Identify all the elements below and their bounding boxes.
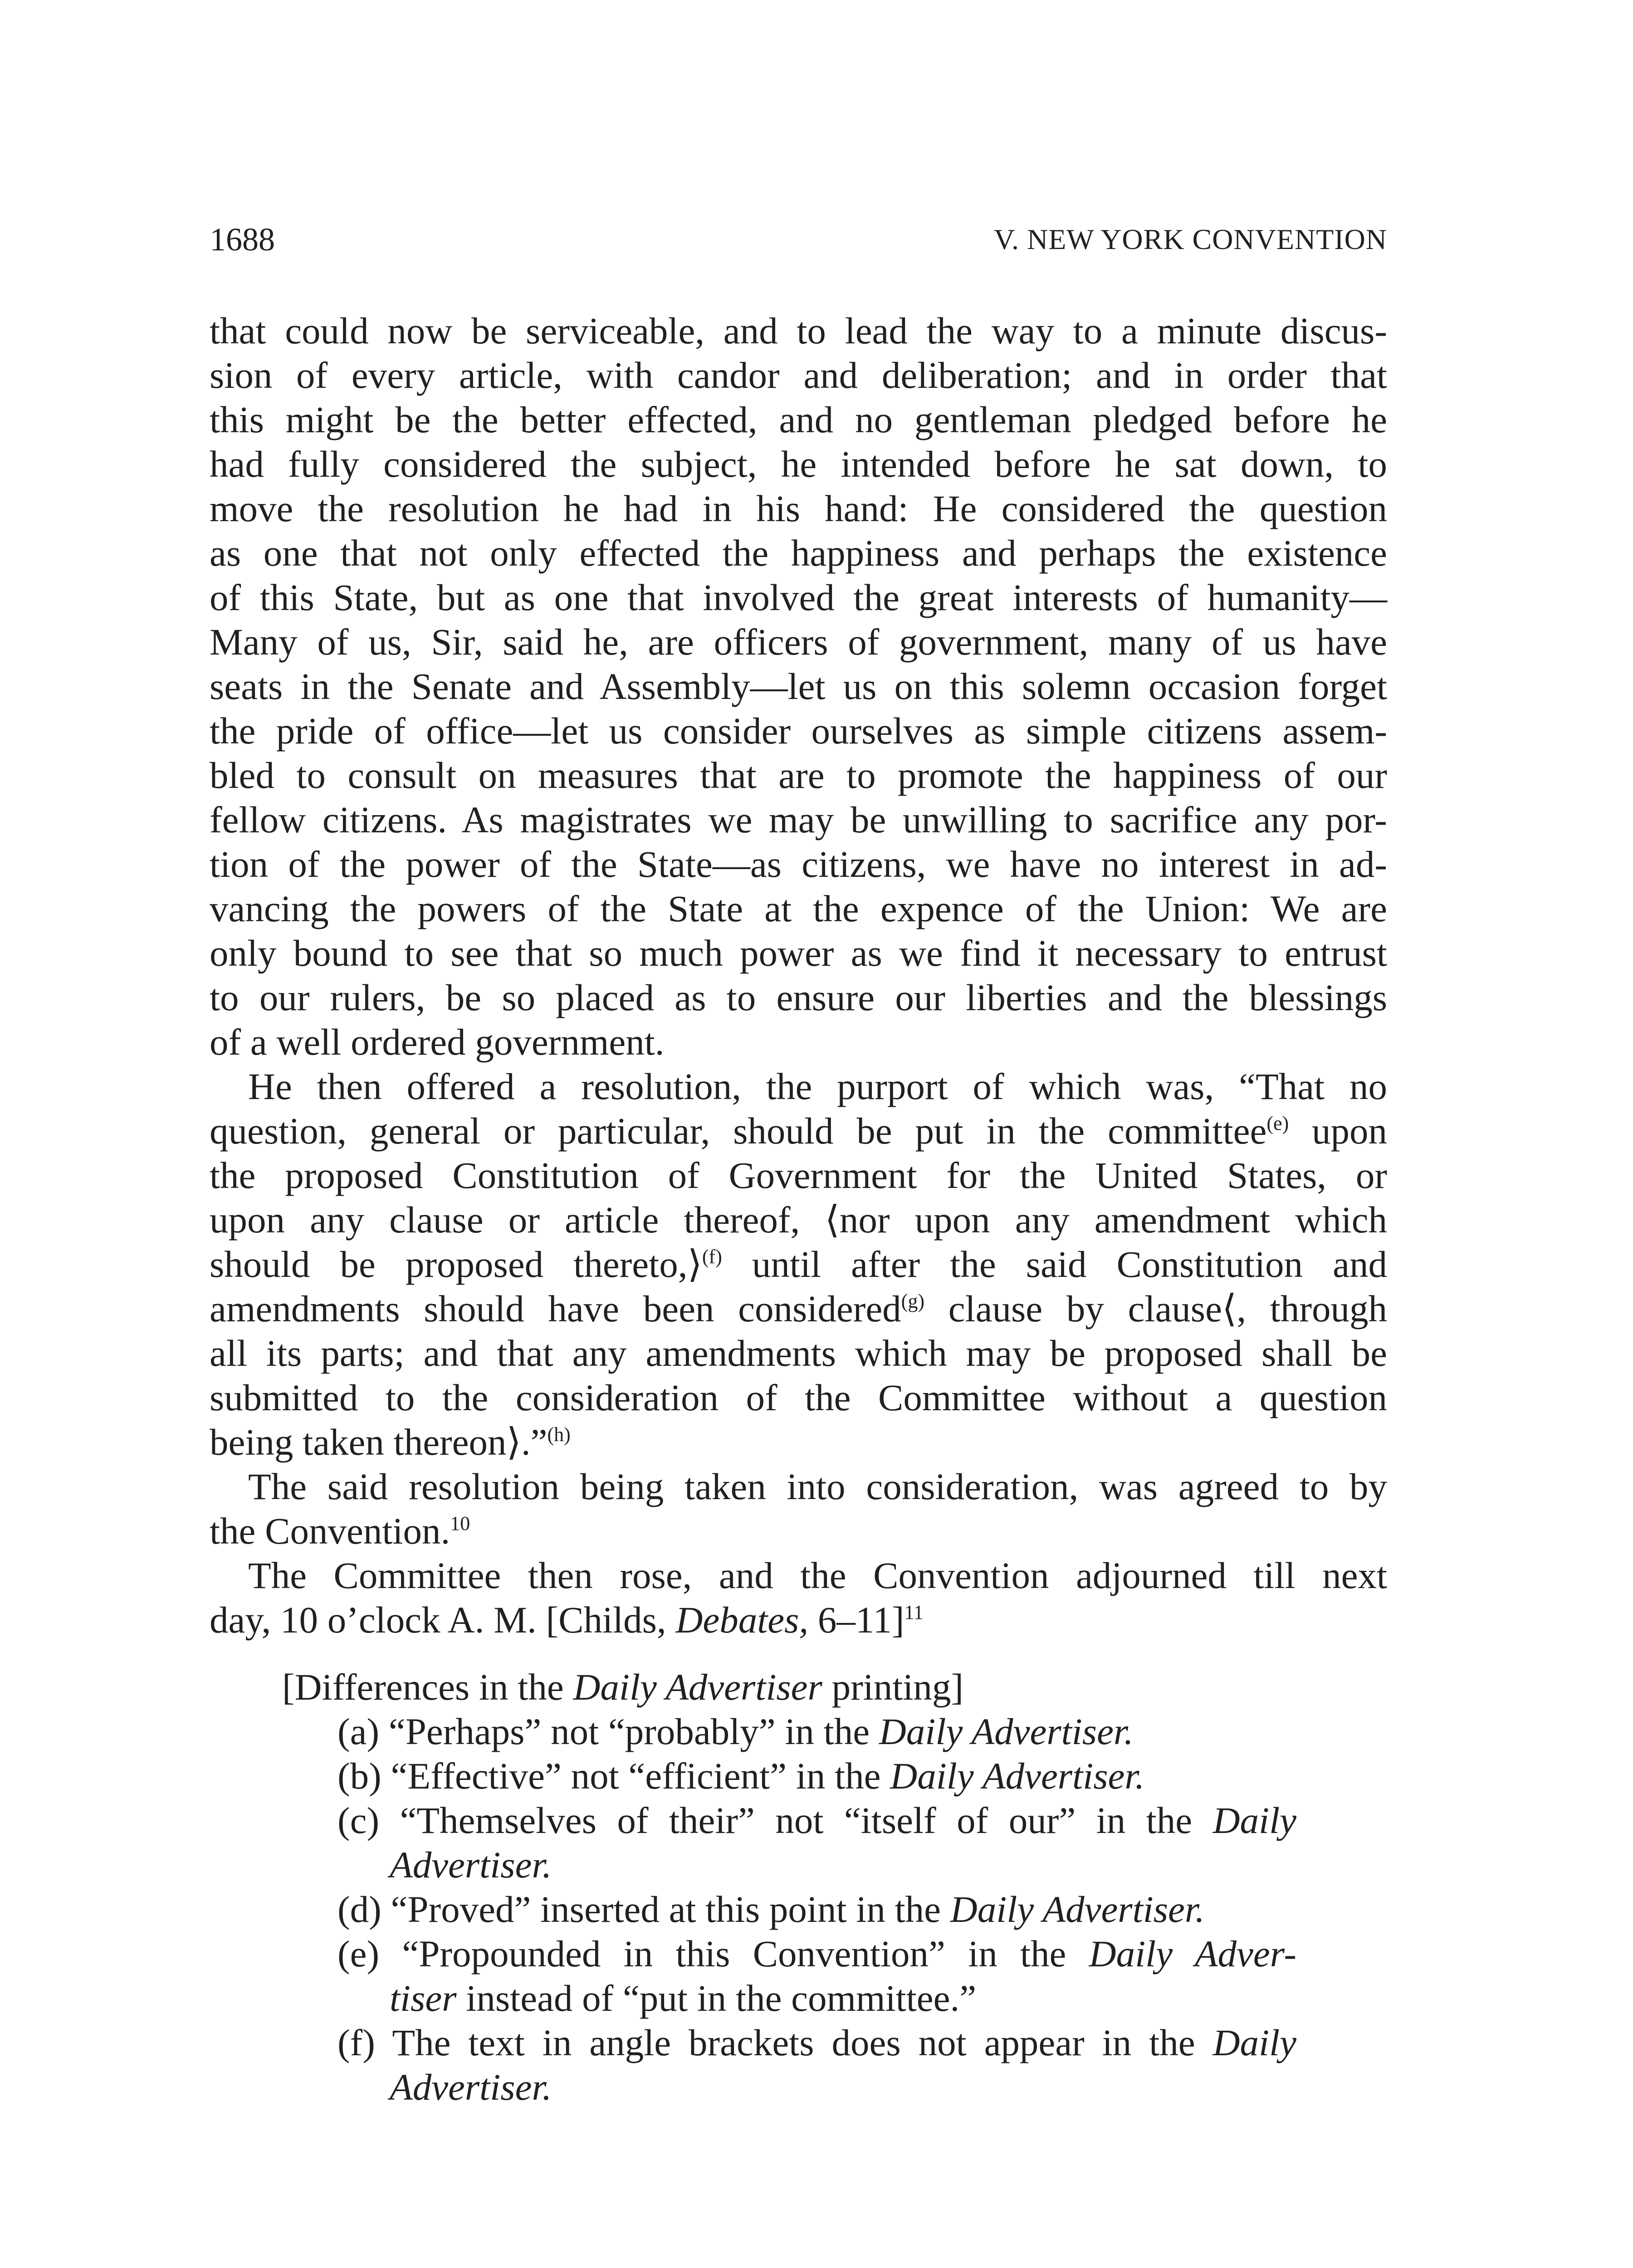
note-d: [210, 1887, 1387, 1931]
italic-title: Daily Advertiser.: [950, 1888, 1205, 1930]
paragraph-4: [210, 1553, 1387, 1642]
text-line: to our rulers, be so placed as to ensure our liberties and the blessings: [210, 977, 1387, 1018]
text-run: being taken thereon⟩.”: [210, 1421, 548, 1463]
running-head: V. NEW YORK CONVENTION: [994, 223, 1387, 255]
text-line: [210, 1286, 1387, 1331]
note-line: [210, 1931, 1387, 1976]
footnote-marker: (f): [702, 1246, 722, 1268]
text-line: fellow citizens. As magistrates we may be unwilling to sacrifice any por-: [210, 799, 1387, 841]
note-f: [210, 2020, 1387, 2109]
text-line: The said resolution being taken into consideration, was agreed to by: [248, 1466, 1387, 1507]
paragraph-2: [210, 1064, 1387, 1464]
note-line: [210, 1887, 1387, 1931]
text-line: move the resolution he had in his hand: He considered the question: [210, 488, 1387, 529]
note-line: [210, 1754, 1387, 1798]
text-run: should be proposed thereto,⟩: [210, 1243, 702, 1285]
text-run: the Convention.: [210, 1510, 450, 1552]
text-line: [210, 1242, 1387, 1286]
text-line: Many of us, Sir, said he, are officers of government, many of us have: [210, 621, 1387, 663]
text-line: [210, 1420, 1387, 1464]
paragraph-1: [210, 308, 1387, 1064]
italic-title: Daily: [1213, 1799, 1296, 1841]
text-line: seats in the Senate and Assembly—let us on this solemn occasion forget: [210, 665, 1387, 707]
text-line: that could now be serviceable, and to lead the way to a minute discus-: [210, 310, 1387, 352]
footnote-marker: 11: [904, 1601, 924, 1623]
note-e: [210, 1931, 1387, 2020]
text-run: instead of “put in the committee.”: [456, 1977, 977, 2019]
text-run: until after the said Constitution and: [722, 1243, 1387, 1285]
footnote-marker: (h): [547, 1423, 571, 1446]
note-c: [210, 1798, 1387, 1887]
text-run: (d) “Proved” inserted at this point in the: [337, 1888, 950, 1930]
text-line: He then offered a resolution, the purport of which was, “That no: [248, 1066, 1387, 1107]
paragraph-3: [210, 1464, 1387, 1553]
text-run: upon: [1289, 1110, 1388, 1152]
text-run: (e) “Propounded in this Convention” in the: [337, 1933, 1089, 1975]
note-line: [210, 1976, 1387, 2020]
text-line: sion of every article, with candor and deliberation; and in order that: [210, 354, 1387, 396]
text-run: question, general or particular, should be put in the committee: [210, 1110, 1267, 1152]
italic-title: Daily Advertiser.: [890, 1755, 1145, 1797]
text-run: (f) The text in angle brackets does not appear in the: [337, 2022, 1213, 2063]
text-run: [Differences in the: [282, 1666, 573, 1708]
text-line: of this State, but as one that involved the great interests of humanity—: [210, 577, 1387, 618]
note-line: [210, 1843, 1387, 1887]
text-run: day, 10 o’clock A. M. [Childs,: [210, 1599, 676, 1641]
text-line: [210, 1109, 1387, 1153]
note-a: [210, 1709, 1387, 1754]
text-line: had fully considered the subject, he intended before he sat down, to: [210, 443, 1387, 485]
textual-notes: [210, 1665, 1387, 2109]
text-line: the proposed Constitution of Government for the United States, or: [210, 1154, 1387, 1196]
note-line: [210, 1798, 1387, 1843]
text-run: (c) “Themselves of their” not “itself of our” in the: [337, 1799, 1213, 1841]
notes-heading: [210, 1665, 1387, 1709]
text-line: as one that not only effected the happiness and perhaps the existence: [210, 532, 1387, 574]
italic-title: Debates,: [675, 1599, 809, 1641]
text-line: [210, 1598, 1387, 1642]
text-line: of a well ordered government.: [210, 1021, 665, 1063]
text-line: [210, 1509, 1387, 1553]
italic-title: tiser: [390, 1977, 457, 2019]
text-line: tion of the power of the State—as citizens, we have no interest in ad-: [210, 843, 1387, 885]
page-header: [210, 217, 1387, 271]
note-b: [210, 1754, 1387, 1798]
note-line: [210, 2020, 1387, 2065]
text-run: 6–11]: [808, 1599, 905, 1641]
text-line: The Committee then rose, and the Convention adjourned till next: [248, 1554, 1387, 1596]
text-line: only bound to see that so much power as we find it necessary to entrust: [210, 932, 1387, 974]
italic-title: Daily Advertiser.: [879, 1711, 1134, 1752]
page-number: 1688: [210, 221, 275, 258]
italic-title: Daily: [1213, 2022, 1296, 2063]
italic-title: Advertiser.: [390, 2066, 552, 2108]
text-line: bled to consult on measures that are to promote the happiness of our: [210, 754, 1387, 796]
footnote-marker: (e): [1266, 1112, 1289, 1134]
note-line: [210, 1709, 1387, 1754]
body-text: [210, 308, 1387, 1642]
text-run: amendments should have been considered: [210, 1288, 901, 1330]
italic-title: Daily Advertiser: [573, 1666, 822, 1708]
text-run: clause by clause⟨, through: [924, 1288, 1388, 1330]
footnote-marker: 10: [450, 1512, 470, 1535]
italic-title: Advertiser.: [390, 1844, 552, 1886]
text-line: the pride of office—let us consider ourselves as simple citizens assem-: [210, 710, 1387, 752]
text-line: this might be the better effected, and no gentleman pledged before he: [210, 399, 1387, 440]
text-line: submitted to the consideration of the Committee without a question: [210, 1377, 1387, 1418]
text-run: (a) “Perhaps” not “probably” in the: [337, 1711, 879, 1752]
italic-title: Daily Adver-: [1089, 1933, 1296, 1975]
note-line: [210, 2065, 1387, 2109]
text-line: upon any clause or article thereof, ⟨nor upon any amendment which: [210, 1199, 1387, 1241]
text-run: (b) “Effective” not “efficient” in the: [337, 1755, 890, 1797]
footnote-marker: (g): [901, 1290, 924, 1312]
text-line: all its parts; and that any amendments which may be proposed shall be: [210, 1332, 1387, 1374]
text-run: printing]: [822, 1666, 964, 1708]
text-line: vancing the powers of the State at the expence of the Union: We are: [210, 888, 1387, 929]
